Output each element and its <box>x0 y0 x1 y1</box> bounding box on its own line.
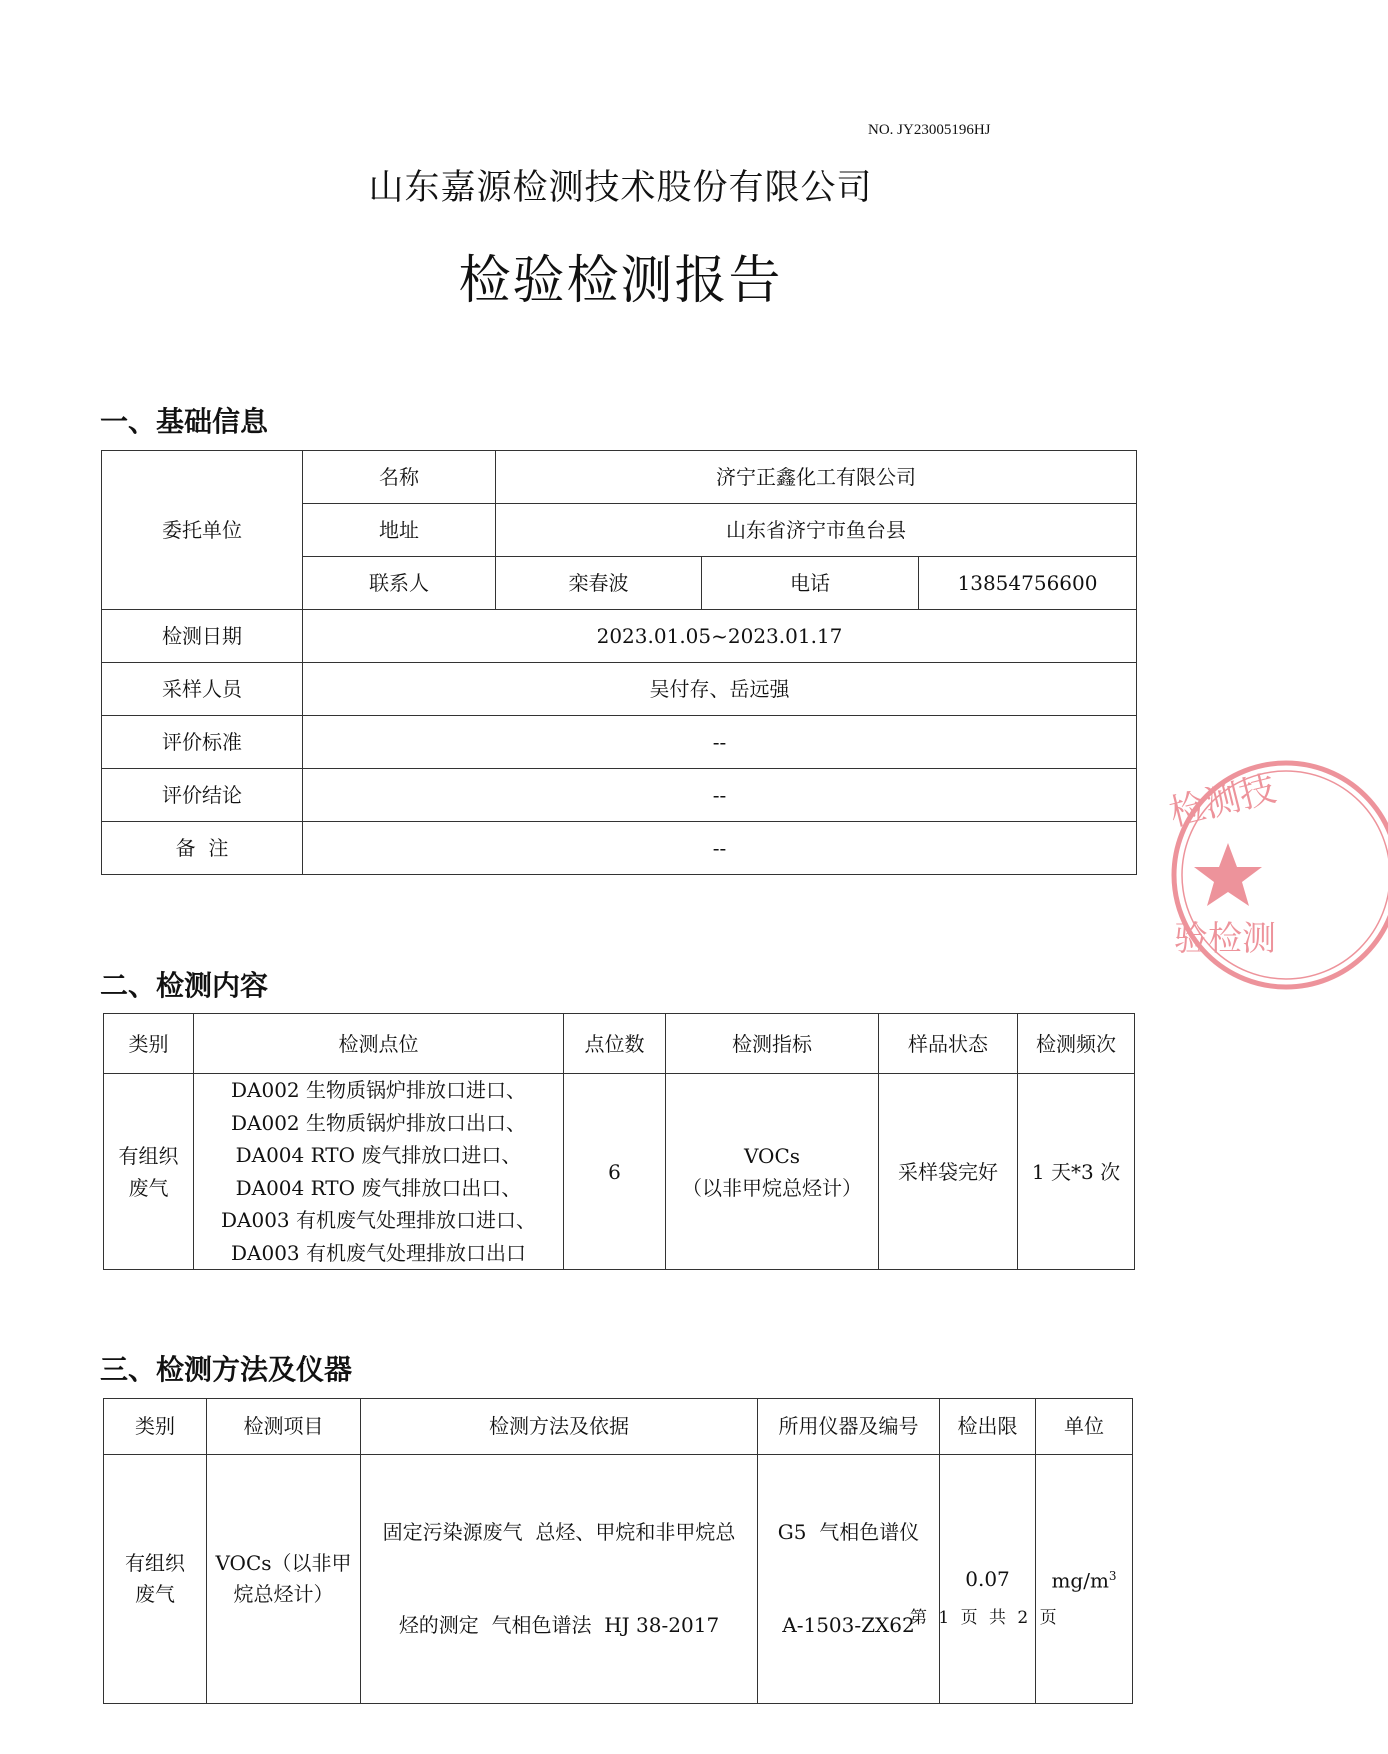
points-cell <box>194 1074 564 1270</box>
table-row <box>102 663 1137 716</box>
header-detection-limit: 检出限 <box>940 1399 1036 1455</box>
unit-superscript: 3 <box>1108 1569 1117 1584</box>
basic-info-table <box>101 450 1137 875</box>
header-frequency: 检测频次 <box>1018 1014 1135 1074</box>
seal-text-top: 检测技 <box>1165 768 1281 835</box>
header-indicator: 检测指标 <box>666 1014 879 1074</box>
address-label: 地址 <box>303 504 496 557</box>
header-sample-status: 样品状态 <box>879 1014 1018 1074</box>
basis-line: 烃的测定 气相色谱法 HJ 38-2017 <box>398 1613 720 1637</box>
indicator-cell <box>666 1074 879 1270</box>
section-heading-content: 二、检测内容 <box>100 969 269 1002</box>
table-header-row <box>104 1014 1135 1074</box>
address-value: 山东省济宁市鱼台县 <box>496 504 1137 557</box>
header-instrument: 所用仪器及编号 <box>758 1399 940 1455</box>
name-label: 名称 <box>303 451 496 504</box>
unit-base: mg/m <box>1051 1568 1109 1593</box>
item-line: 烷总烃计） <box>233 1582 334 1606</box>
basis-line: 固定污染源废气 总烃、甲烷和非甲烷总 <box>382 1520 736 1544</box>
unit-cell <box>1036 1455 1133 1704</box>
item-line: VOCs（以非甲 <box>215 1551 352 1575</box>
standard-label: 评价标准 <box>102 716 303 769</box>
table-row <box>102 716 1137 769</box>
header-category: 类别 <box>104 1014 194 1074</box>
remark-value: -- <box>303 822 1137 875</box>
table-row <box>104 1074 1135 1270</box>
header-point-count: 点位数 <box>564 1014 666 1074</box>
category-cell <box>104 1455 207 1704</box>
contact-value: 栾春波 <box>496 557 702 610</box>
table-row <box>102 451 1137 504</box>
frequency-cell: 1 天*3 次 <box>1018 1074 1135 1270</box>
section-heading-method: 三、检测方法及仪器 <box>100 1353 353 1386</box>
category-line: 废气 <box>128 1175 169 1200</box>
phone-value: 13854756600 <box>919 557 1137 610</box>
conclusion-value: -- <box>303 769 1137 822</box>
header-unit: 单位 <box>1036 1399 1133 1455</box>
basis-cell <box>361 1455 758 1704</box>
detection-limit-cell: 0.07 <box>940 1455 1036 1704</box>
point-line: DA004 RTO 废气排放口进口、 <box>235 1143 522 1167</box>
page-number: 第 1 页 共 2 页 <box>910 1608 1060 1628</box>
indicator-line: （以非甲烷总烃计） <box>682 1175 862 1200</box>
table-row <box>102 769 1137 822</box>
sampler-label: 采样人员 <box>102 663 303 716</box>
phone-label: 电话 <box>702 557 919 610</box>
header-item: 检测项目 <box>207 1399 361 1455</box>
date-label: 检测日期 <box>102 610 303 663</box>
point-line: DA004 RTO 废气排放口出口、 <box>235 1175 522 1200</box>
section-heading-basic-info: 一、基础信息 <box>100 405 269 438</box>
instrument-cell <box>758 1455 940 1704</box>
report-number: NO. JY23005196HJ <box>868 122 991 138</box>
category-line: 有组织 <box>118 1143 179 1168</box>
point-line: DA003 有机废气处理排放口出口 <box>230 1240 526 1265</box>
table-row <box>104 1455 1133 1704</box>
header-points: 检测点位 <box>194 1014 564 1074</box>
remark-label: 备 注 <box>102 822 303 875</box>
category-line: 废气 <box>135 1582 175 1606</box>
point-line: DA003 有机废气处理排放口进口、 <box>220 1208 536 1232</box>
conclusion-label: 评价结论 <box>102 769 303 822</box>
document-title: 检验检测报告 <box>458 251 783 311</box>
instrument-line: A-1503-ZX62 <box>782 1613 915 1637</box>
item-cell <box>207 1455 361 1704</box>
contact-label: 联系人 <box>303 557 496 610</box>
client-label: 委托单位 <box>102 451 303 610</box>
company-name: 山东嘉源检测技术股份有限公司 <box>368 168 873 208</box>
table-row <box>102 822 1137 875</box>
table-row <box>102 610 1137 663</box>
company-seal-icon <box>1165 755 1388 995</box>
name-value: 济宁正鑫化工有限公司 <box>496 451 1137 504</box>
method-table <box>103 1398 1133 1704</box>
category-line: 有组织 <box>125 1551 185 1575</box>
category-cell <box>104 1074 194 1270</box>
instrument-line: G5 气相色谱仪 <box>777 1520 920 1544</box>
header-basis: 检测方法及依据 <box>361 1399 758 1455</box>
point-count-cell: 6 <box>564 1074 666 1270</box>
content-table <box>103 1013 1135 1270</box>
header-category: 类别 <box>104 1399 207 1455</box>
sample-status-cell: 采样袋完好 <box>879 1074 1018 1270</box>
sampler-value: 吴付存、岳远强 <box>303 663 1137 716</box>
seal-text-bottom: 验检测 <box>1174 919 1276 959</box>
point-line: DA002 生物质锅炉排放口进口、 <box>230 1078 526 1102</box>
indicator-line: VOCs <box>743 1143 801 1168</box>
point-line: DA002 生物质锅炉排放口出口、 <box>230 1110 526 1135</box>
table-header-row <box>104 1399 1133 1455</box>
standard-value: -- <box>303 716 1137 769</box>
date-value: 2023.01.05~2023.01.17 <box>303 610 1137 663</box>
